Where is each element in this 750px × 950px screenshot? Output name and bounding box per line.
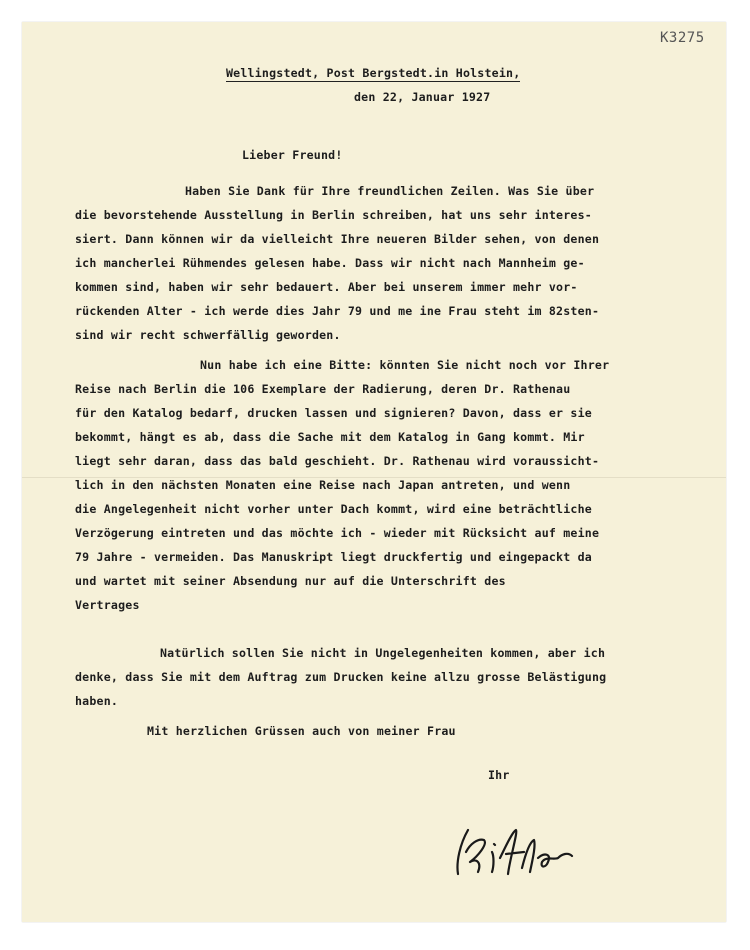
letter-place: Wellingstedt, Post Bergstedt.in Holstein, bbox=[226, 66, 521, 80]
letter-line: liegt sehr daran, dass das bald geschieht. Dr. Rathenau wird voraussicht- bbox=[75, 454, 600, 468]
letter-line: sind wir recht schwerfällig geworden. bbox=[75, 328, 341, 342]
letter-closing-word: Ihr bbox=[488, 768, 510, 782]
letter-line: kommen sind, haben wir sehr bedauert. Aber bei unserem immer mehr vor- bbox=[75, 280, 578, 294]
archive-number: K3275 bbox=[660, 30, 705, 46]
letter-line: Haben Sie Dank für Ihre freundlichen Zeilen. Was Sie über bbox=[185, 184, 595, 198]
letter-line: lich in den nächsten Monaten eine Reise nach Japan antreten, und wenn bbox=[75, 478, 571, 492]
letter-line: denke, dass Sie mit dem Auftrag zum Drucken keine allzu grosse Belästigung bbox=[75, 670, 607, 684]
letter-closing: Mit herzlichen Grüssen auch von meiner Frau bbox=[147, 724, 456, 738]
letter-line: rückenden Alter - ich werde dies Jahr 79 und me ine Frau steht im 82sten- bbox=[75, 304, 600, 318]
letter-line: die Angelegenheit nicht vorher unter Dach kommt, wird eine beträchtliche bbox=[75, 502, 592, 516]
letter-line: und wartet mit seiner Absendung nur auf die Unterschrift des bbox=[75, 574, 506, 588]
letter-line: Natürlich sollen Sie nicht in Ungelegenheiten kommen, aber ich bbox=[160, 646, 606, 660]
letter-line: für den Katalog bedarf, drucken lassen und signieren? Davon, dass er sie bbox=[75, 406, 592, 420]
handwritten-signature bbox=[440, 822, 600, 882]
letter-line: haben. bbox=[75, 694, 119, 708]
letter-line: Nun habe ich eine Bitte: könnten Sie nicht noch vor Ihrer bbox=[200, 358, 610, 372]
letter-date: den 22, Januar 1927 bbox=[354, 90, 491, 104]
letter-sheet bbox=[22, 22, 726, 922]
letter-line: bekommt, hängt es ab, dass die Sache mit dem Katalog in Gang kommt. Mir bbox=[75, 430, 585, 444]
letter-line: 79 Jahre - vermeiden. Das Manuskript liegt druckfertig und eingepackt da bbox=[75, 550, 592, 564]
letter-line: Verzögerung eintreten und das möchte ich - wieder mit Rücksicht auf meine bbox=[75, 526, 600, 540]
letter-line: Vertrages bbox=[75, 598, 140, 612]
letter-line: Reise nach Berlin die 106 Exemplare der Radierung, deren Dr. Rathenau bbox=[75, 382, 571, 396]
letter-line: ich mancherlei Rühmendes gelesen habe. Dass wir nicht nach Mannheim ge- bbox=[75, 256, 585, 270]
letter-line: siert. Dann können wir da vielleicht Ihre neueren Bilder sehen, von denen bbox=[75, 232, 600, 246]
letter-salutation: Lieber Freund! bbox=[242, 148, 343, 162]
letter-line: die bevorstehende Ausstellung in Berlin schreiben, hat uns sehr interes- bbox=[75, 208, 592, 222]
